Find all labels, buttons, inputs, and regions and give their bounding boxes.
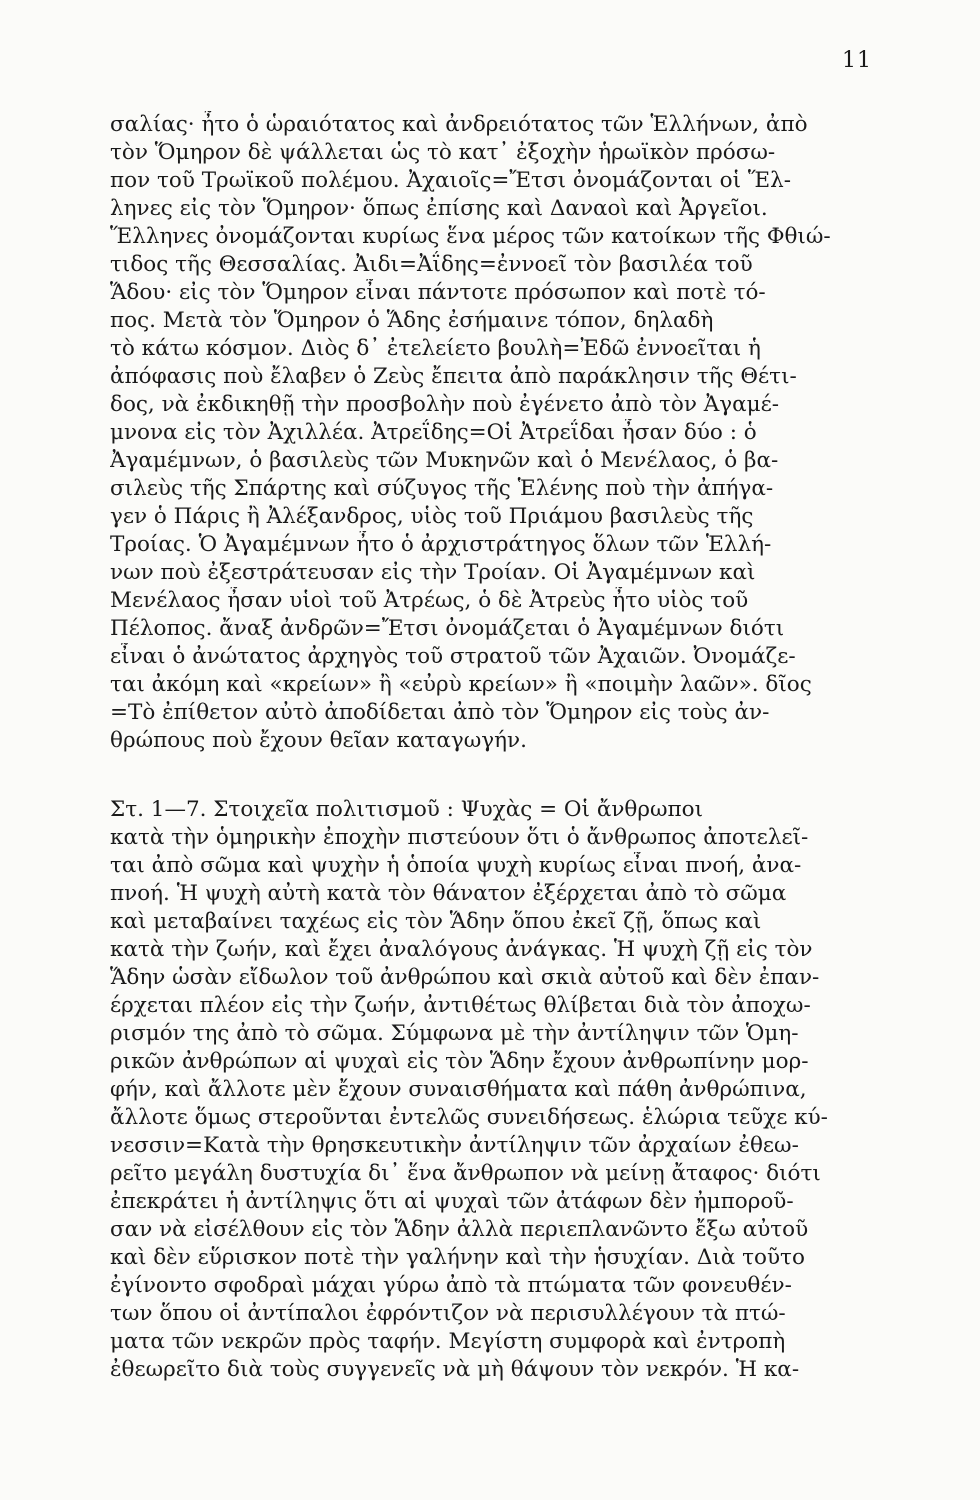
text-line: Ἅδου· εἰς τὸν Ὅμηρον εἶναι πάντοτε πρόσωπον καὶ ποτὲ τό- bbox=[110, 280, 766, 305]
text-line: Στ. 1—7. Στοιχεῖα πολιτισμοῦ : Ψυχὰς = Οἱ ἄνθρωποι bbox=[110, 797, 704, 822]
text-line: Τροίας. Ὁ Ἀγαμέμνων ἦτο ὁ ἀρχιστράτηγος ὅλων τῶν Ἑλλή- bbox=[110, 532, 772, 557]
text-line: σαν νὰ εἰσέλθουν εἰς τὸν Ἅδην ἀλλὰ περιεπλανῶντο ἔξω αὐτοῦ bbox=[110, 1217, 809, 1242]
text-line: πος. Μετὰ τὸν Ὅμηρον ὁ Ἅδης ἐσήμαινε τόπον, δηλαδὴ bbox=[110, 308, 714, 333]
text-line: Ἀγαμέμνων, ὁ βασιλεὺς τῶν Μυκηνῶν καὶ ὁ Μενέλαος, ὁ βα- bbox=[110, 448, 779, 473]
text-line: τὸ κάτω κόσμον. Διὸς δ᾽ ἐτελείετο βουλὴ=Ἐδῶ ἐννοεῖται ἡ bbox=[110, 336, 761, 361]
text-line: ἐπεκράτει ἡ ἀντίληψις ὅτι αἱ ψυχαὶ τῶν ἀτάφων δὲν ἠμποροῦ- bbox=[110, 1189, 794, 1214]
text-line: πον τοῦ Τρωϊκοῦ πολέμου. Ἀχαιοῖς=Ἔτσι ὀνομάζονται οἱ Ἕλ- bbox=[110, 168, 792, 193]
text-line: ματα τῶν νεκρῶν πρὸς ταφήν. Μεγίστη συμφορὰ καὶ ἐντροπὴ bbox=[110, 1329, 786, 1354]
text-line: φήν, καὶ ἄλλοτε μὲν ἔχουν συναισθήματα καὶ πάθη ἀνθρώπινα, bbox=[110, 1077, 807, 1102]
text-line: σιλεὺς τῆς Σπάρτης καὶ σύζυγος τῆς Ἑλένης ποὺ τὴν ἀπήγα- bbox=[110, 476, 774, 501]
text-line: μνονα εἰς τὸν Ἀχιλλέα. Ἀτρεΐδης=Οἱ Ἀτρεΐδαι ἦσαν δύο : ὁ bbox=[110, 420, 757, 445]
text-line: γεν ὁ Πάρις ἢ Ἀλέξανδρος, υἱὸς τοῦ Πριάμου βασιλεὺς τῆς bbox=[110, 504, 754, 529]
text-line: ρεῖτο μεγάλη δυστυχία δι᾽ ἕνα ἄνθρωπον νὰ μείνῃ ἄταφος· διότι bbox=[110, 1161, 821, 1186]
text-line: Ἕλληνες ὀνομάζονται κυρίως ἕνα μέρος τῶν κατοίκων τῆς Φθιώ- bbox=[110, 224, 831, 249]
text-line: έρχεται πλέον εἰς τὴν ζωήν, ἀντιθέτως θλίβεται διὰ τὸν ἀποχω- bbox=[110, 993, 811, 1018]
text-line: ἐγίνοντο σφοδραὶ μάχαι γύρω ἀπὸ τὰ πτώματα τῶν φονευθέν- bbox=[110, 1273, 792, 1298]
text-line: Ἅδην ὡσὰν εἴδωλον τοῦ ἀνθρώπου καὶ σκιὰ αὐτοῦ καὶ δὲν ἐπαν- bbox=[110, 965, 820, 990]
text-line: θρώπους ποὺ ἔχουν θεῖαν καταγωγήν. bbox=[110, 728, 527, 753]
text-line: =Τὸ ἐπίθετον αὐτὸ ἀποδίδεται ἀπὸ τὸν Ὅμηρον εἰς τοὺς ἀν- bbox=[110, 700, 770, 725]
text-line: ἐθεωρεῖτο διὰ τοὺς συγγενεῖς νὰ μὴ θάψουν τὸν νεκρόν. Ἡ κα- bbox=[110, 1357, 800, 1382]
text-line: ρικῶν ἀνθρώπων αἱ ψυχαὶ εἰς τὸν Ἅδην ἔχουν ἀνθρωπίνην μορ- bbox=[110, 1049, 809, 1074]
text-line: εἶναι ὁ ἀνώτατος ἀρχηγὸς τοῦ στρατοῦ τῶν Ἀχαιῶν. Ὀνομάζε- bbox=[110, 644, 796, 669]
commentary-paragraph-2 bbox=[110, 796, 870, 1384]
page-number: 11 bbox=[842, 48, 872, 73]
text-line: ται ἀκόμη καὶ «κρείων» ἢ «εὐρὺ κρείων» ἢ «ποιμὴν λαῶν». δῖος bbox=[110, 672, 812, 697]
text-line: νεσσιν=Κατὰ τὴν θρησκευτικὴν ἀντίληψιν τῶν ἀρχαίων ἐθεω- bbox=[110, 1133, 799, 1158]
text-line: ἄλλοτε ὅμως στεροῦνται ἐντελῶς συνειδήσεως. ἑλώρια τεῦχε κύ- bbox=[110, 1105, 828, 1130]
text-line: κατὰ τὴν ζωήν, καὶ ἔχει ἀναλόγους ἀνάγκας. Ἡ ψυχὴ ζῇ εἰς τὸν bbox=[110, 937, 813, 962]
text-line: ται ἀπὸ σῶμα καὶ ψυχὴν ἡ ὁποία ψυχὴ κυρίως εἶναι πνοή, ἀνα- bbox=[110, 853, 802, 878]
text-line: τὸν Ὅμηρον δὲ ψάλλεται ὡς τὸ κατ᾽ ἐξοχὴν ἡρωϊκὸν πρόσω- bbox=[110, 140, 776, 165]
text-line: πνοή. Ἡ ψυχὴ αὐτὴ κατὰ τὸν θάνατον ἐξέρχεται ἀπὸ τὸ σῶμα bbox=[110, 881, 787, 906]
text-line: δος, νὰ ἐκδικηθῇ τὴν προσβολὴν ποὺ ἐγένετο ἀπὸ τὸν Ἀγαμέ- bbox=[110, 392, 780, 417]
text-line: των ὅπου οἱ ἀντίπαλοι ἐφρόντιζον νὰ περισυλλέγουν τὰ πτώ- bbox=[110, 1301, 786, 1326]
commentary-paragraph-1 bbox=[110, 111, 870, 755]
text-line: ρισμόν της ἀπὸ τὸ σῶμα. Σύμφωνα μὲ τὴν ἀντίληψιν τῶν Ὁμη- bbox=[110, 1021, 799, 1046]
text-line: νων ποὺ ἐξεστράτευσαν εἰς τὴν Τροίαν. Οἱ Ἀγαμέμνων καὶ bbox=[110, 560, 756, 585]
text-line: ληνες εἰς τὸν Ὅμηρον· ὅπως ἐπίσης καὶ Δαναοὶ καὶ Ἀργεῖοι. bbox=[110, 196, 768, 221]
text-line: καὶ μεταβαίνει ταχέως εἰς τὸν Ἅδην ὅπου ἐκεῖ ζῇ, ὅπως καὶ bbox=[110, 909, 762, 934]
text-line: κατὰ τὴν ὁμηρικὴν ἐποχὴν πιστεύουν ὅτι ὁ ἄνθρωπος ἀποτελεῖ- bbox=[110, 825, 809, 850]
text-line: τιδος τῆς Θεσσαλίας. Ἀιδι=Ἀΐδης=ἐννοεῖ τὸν βασιλέα τοῦ bbox=[110, 252, 753, 277]
text-line: καὶ δὲν εὕρισκον ποτὲ τὴν γαλήνην καὶ τὴν ἡσυχίαν. Διὰ τοῦτο bbox=[110, 1245, 805, 1270]
text-line: ἀπόφασις ποὺ ἔλαβεν ὁ Ζεὺς ἔπειτα ἀπὸ παράκλησιν τῆς Θέτι- bbox=[110, 364, 797, 389]
text-line: Πέλοπος. ἄναξ ἀνδρῶν=Ἔτσι ὀνομάζεται ὁ Ἀγαμέμνων διότι bbox=[110, 616, 785, 641]
text-line: Μενέλαος ἦσαν υἱοὶ τοῦ Ἀτρέως, ὁ δὲ Ἀτρεὺς ἦτο υἱὸς τοῦ bbox=[110, 588, 749, 613]
text-line: σαλίας· ἦτο ὁ ὡραιότατος καὶ ἀνδρειότατος τῶν Ἑλλήνων, ἀπὸ bbox=[110, 112, 808, 137]
